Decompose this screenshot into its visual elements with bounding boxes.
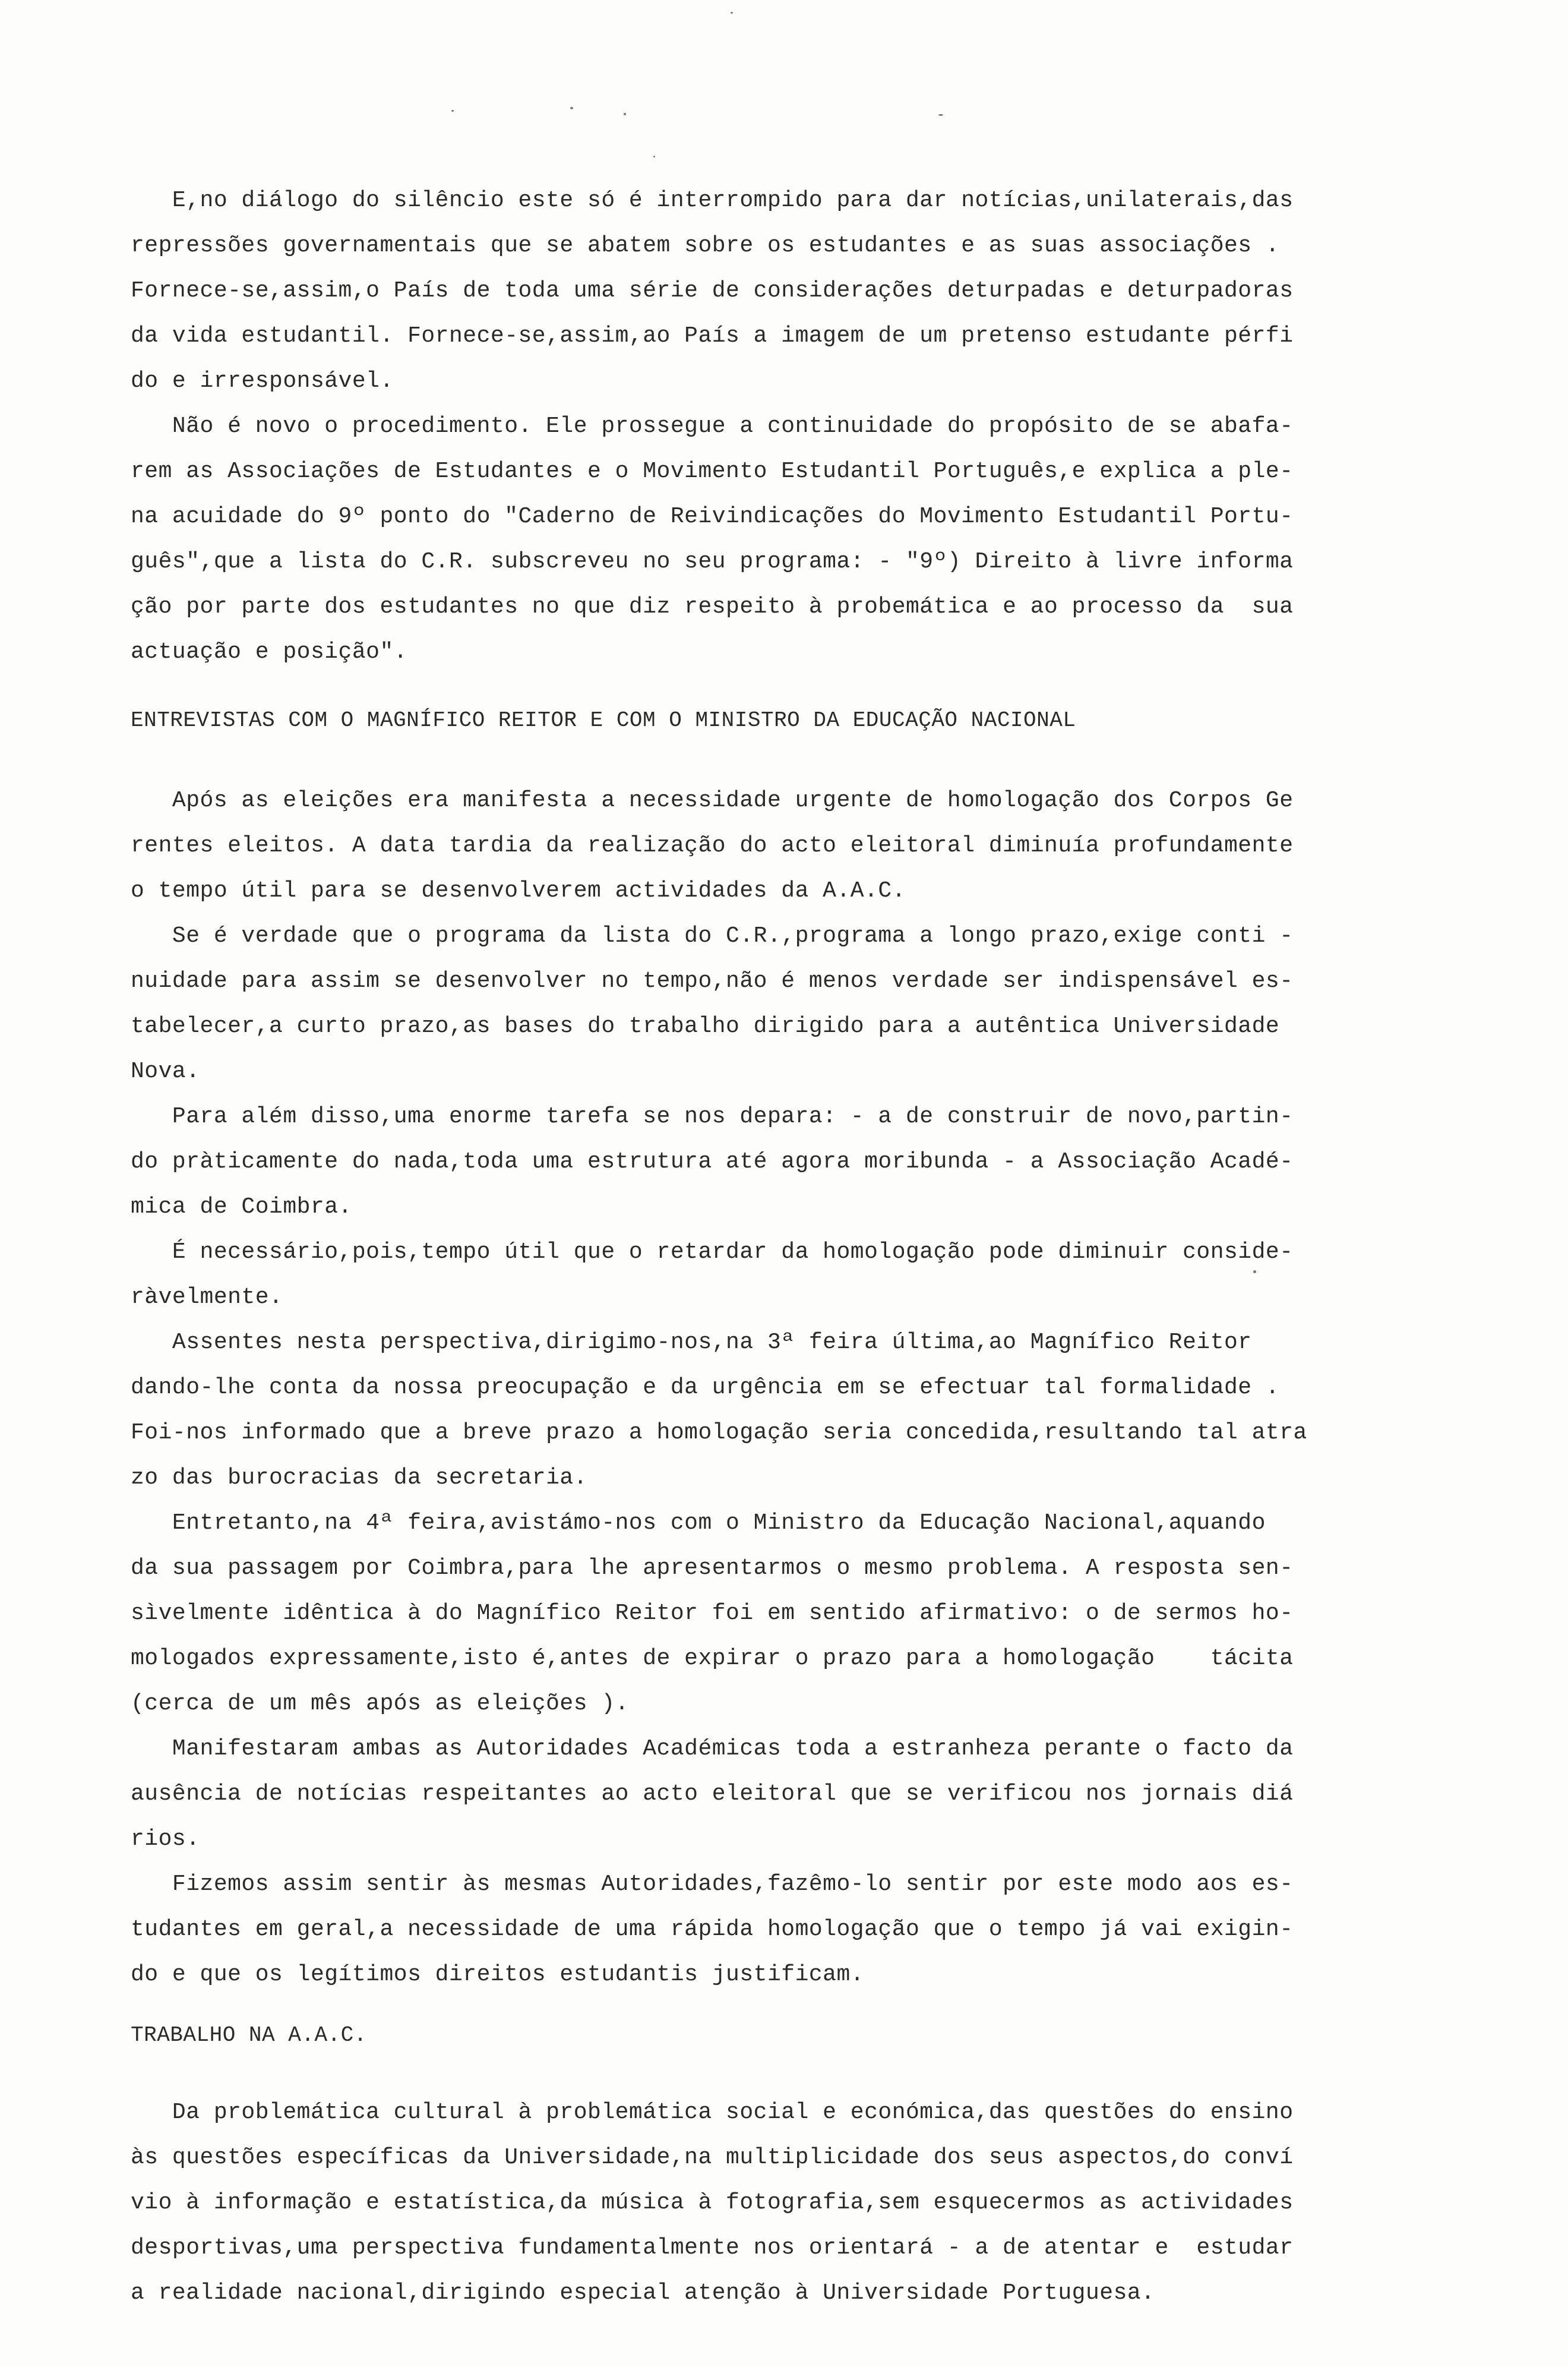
text-line: nuidade para assim se desenvolver no tempo,não é menos verdade ser indispensável es-: [131, 968, 1294, 994]
text-line: guês",que a lista do C.R. subscreveu no seu programa: - "9º) Direito à livre informa: [131, 549, 1294, 575]
text-line: mologados expressamente,isto é,antes de expirar o prazo para a homologação tácita: [131, 1646, 1294, 1671]
section-heading-interviews: ENTREVISTAS COM O MAGNÍFICO REITOR E COM O MINISTRO DA EDUCAÇÃO NACIONAL: [131, 708, 1076, 733]
paragraphs-interviews: [131, 778, 1443, 1997]
text-line: Da problemática cultural à problemática social e económica,das questões do ensino: [131, 2100, 1294, 2125]
scan-speck: [938, 114, 943, 116]
scan-speck: [451, 110, 454, 112]
text-line: Assentes nesta perspectiva,dirigimo-nos,na 3ª feira última,ao Magnífico Reitor: [131, 1330, 1252, 1355]
scan-speck: [624, 113, 626, 115]
section-heading-work: TRABALHO NA A.A.C.: [131, 2023, 367, 2047]
text-line: do e irresponsável.: [131, 368, 394, 394]
text-line: (cerca de um mês após as eleições ).: [131, 1691, 629, 1716]
text-line: Se é verdade que o programa da lista do C.R.,programa a longo prazo,exige conti -: [131, 923, 1294, 949]
text-line: mica de Coimbra.: [131, 1194, 352, 1220]
text-line: É necessário,pois,tempo útil que o retardar da homologação pode diminuir conside-: [131, 1239, 1294, 1265]
text-line: da sua passagem por Coimbra,para lhe apresentarmos o mesmo problema. A resposta sen-: [131, 1555, 1294, 1581]
text-line: E,no diálogo do silêncio este só é interrompido para dar notícias,unilaterais,das: [131, 188, 1294, 213]
scan-speck: [731, 12, 733, 14]
text-line: rios.: [131, 1826, 200, 1852]
text-line: dando-lhe conta da nossa preocupação e da urgência em se efectuar tal formalidade .: [131, 1375, 1280, 1400]
text-line: ràvelmente.: [131, 1285, 283, 1310]
text-line: Para além disso,uma enorme tarefa se nos depara: - a de construir de novo,partin-: [131, 1104, 1294, 1129]
text-line: Manifestaram ambas as Autoridades Académicas toda a estranheza perante o facto da: [131, 1736, 1294, 1762]
text-line: Entretanto,na 4ª feira,avistámo-nos com o Ministro da Educação Nacional,aquando: [131, 1510, 1266, 1536]
text-line: vio à informação e estatística,da música à fotografia,sem esquecermos as actividades: [131, 2190, 1294, 2215]
text-line: Foi-nos informado que a breve prazo a homologação seria concedida,resultando tal atra: [131, 1420, 1307, 1446]
text-line: repressões governamentais que se abatem sobre os estudantes e as suas associações .: [131, 233, 1280, 258]
text-line: rentes eleitos. A data tardia da realização do acto eleitoral diminuía profundamente: [131, 833, 1294, 859]
text-line: desportivas,uma perspectiva fundamentalmente nos orientará - a de atentar e estudar: [131, 2235, 1294, 2261]
text-line: na acuidade do 9º ponto do "Caderno de Reivindicações do Movimento Estudantil Portu-: [131, 504, 1294, 529]
text-line: tudantes em geral,a necessidade de uma rápida homologação que o tempo já vai exigin-: [131, 1917, 1294, 1942]
text-line: o tempo útil para se desenvolverem actividades da A.A.C.: [131, 878, 906, 904]
text-line: da vida estudantil. Fornece-se,assim,ao País a imagem de um pretenso estudante pérfi: [131, 323, 1294, 349]
text-line: zo das burocracias da secretaria.: [131, 1465, 588, 1491]
text-line: às questões específicas da Universidade,na multiplicidade dos seus aspectos,do conví: [131, 2145, 1294, 2170]
text-line: Nova.: [131, 1059, 200, 1084]
text-line: ção por parte dos estudantes no que diz respeito à probemática e ao processo da sua: [131, 594, 1294, 620]
text-line: actuação e posição".: [131, 639, 408, 665]
scan-speck: [653, 156, 655, 157]
text-line: ausência de notícias respeitantes ao acto eleitoral que se verificou nos jornais diá: [131, 1781, 1294, 1807]
text-line: Fornece-se,assim,o País de toda uma série de considerações deturpadas e deturpadoras: [131, 278, 1294, 304]
paragraphs-intro: [131, 178, 1443, 675]
text-line: Não é novo o procedimento. Ele prossegue a continuidade do propósito de se abafa-: [131, 414, 1294, 439]
scan-speck: [570, 107, 573, 109]
text-line: rem as Associações de Estudantes e o Movimento Estudantil Português,e explica a ple-: [131, 459, 1294, 484]
text-line: sìvelmente idêntica à do Magnífico Reitor foi em sentido afirmativo: o de sermos ho-: [131, 1601, 1294, 1626]
text-line: do pràticamente do nada,toda uma estrutura até agora moribunda - a Associação Acadé-: [131, 1149, 1294, 1175]
text-line: a realidade nacional,dirigindo especial atenção à Universidade Portuguesa.: [131, 2280, 1155, 2306]
text-line: Fizemos assim sentir às mesmas Autoridades,fazêmo-lo sentir por este modo aos es-: [131, 1871, 1294, 1897]
text-line: do e que os legítimos direitos estudantis justificam.: [131, 1962, 865, 1987]
text-line: tabelecer,a curto prazo,as bases do trabalho dirigido para a autêntica Universidade: [131, 1014, 1280, 1039]
text-line: Após as eleições era manifesta a necessidade urgente de homologação dos Corpos Ge: [131, 788, 1294, 813]
paragraphs-work: [131, 2090, 1443, 2316]
